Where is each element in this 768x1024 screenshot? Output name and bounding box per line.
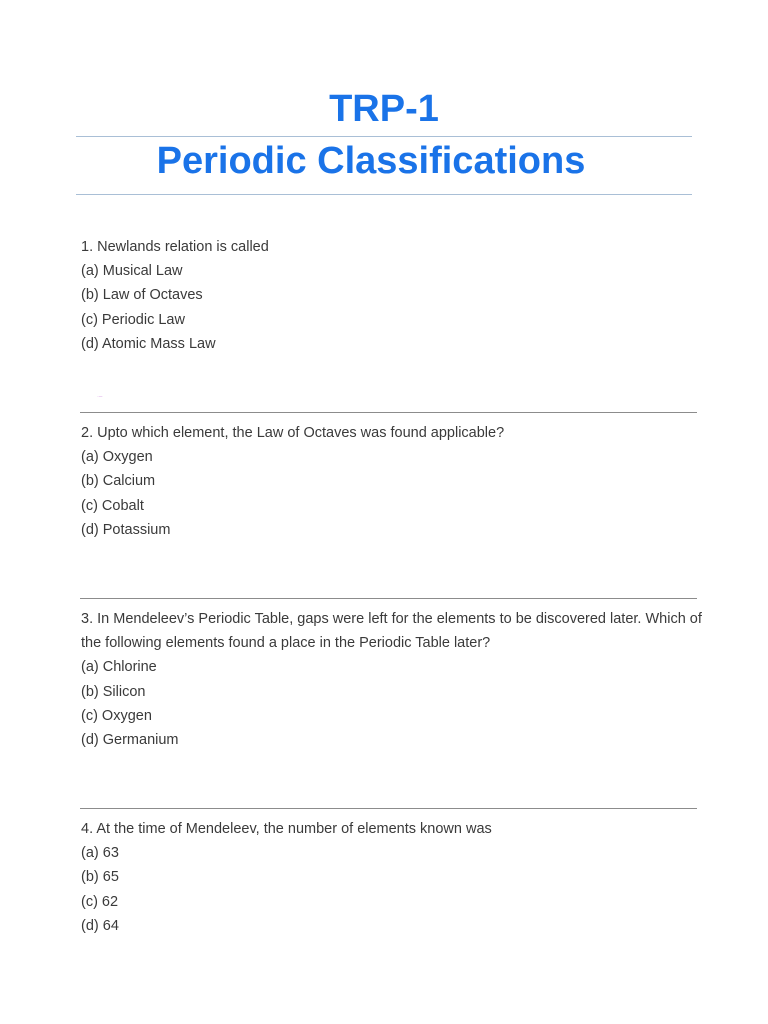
option-b: (b) Calcium	[81, 473, 156, 490]
option-c: (c) Periodic Law	[81, 311, 185, 328]
question-divider	[80, 412, 697, 413]
question-3	[81, 607, 702, 752]
question-text-line-1: 3. In Mendeleev’s Periodic Table, gaps were left for the elements to be discovered later. Which of	[81, 611, 702, 627]
question-4	[81, 817, 697, 938]
option-c: (c) 62	[81, 893, 119, 910]
question-divider	[80, 598, 697, 599]
option-b: (b) Silicon	[81, 683, 146, 700]
title-divider	[76, 136, 692, 137]
question-text-line-2: the following elements found a place in the Periodic Table later?	[81, 635, 491, 652]
question-text: 1. Newlands relation is called	[81, 239, 269, 255]
document-subtitle: Periodic Classifications	[156, 140, 586, 182]
option-a: (a) Oxygen	[81, 449, 153, 466]
question-text: 2. Upto which element, the Law of Octaves was found applicable?	[81, 425, 505, 441]
option-a: (a) 63	[81, 845, 119, 862]
option-d: (d) Germanium	[81, 732, 179, 749]
option-b: (b) Law of Octaves	[81, 287, 203, 304]
option-c: (c) Cobalt	[81, 497, 144, 514]
option-a: (a) Chlorine	[81, 659, 157, 676]
document-title: TRP-1	[329, 88, 439, 130]
question-1	[81, 235, 697, 356]
option-d: (d) 64	[81, 917, 119, 934]
option-d: (d) Atomic Mass Law	[81, 335, 216, 352]
option-b: (b) 65	[81, 869, 119, 886]
question-2	[81, 421, 697, 542]
option-d: (d) Potassium	[81, 521, 171, 538]
option-a: (a) Musical Law	[81, 263, 183, 280]
option-c: (c) Oxygen	[81, 707, 152, 724]
subtitle-divider	[76, 194, 692, 195]
faint-mark: ·–	[97, 394, 103, 400]
question-text: 4. At the time of Mendeleev, the number of elements known was	[81, 821, 492, 837]
question-divider	[80, 808, 697, 809]
